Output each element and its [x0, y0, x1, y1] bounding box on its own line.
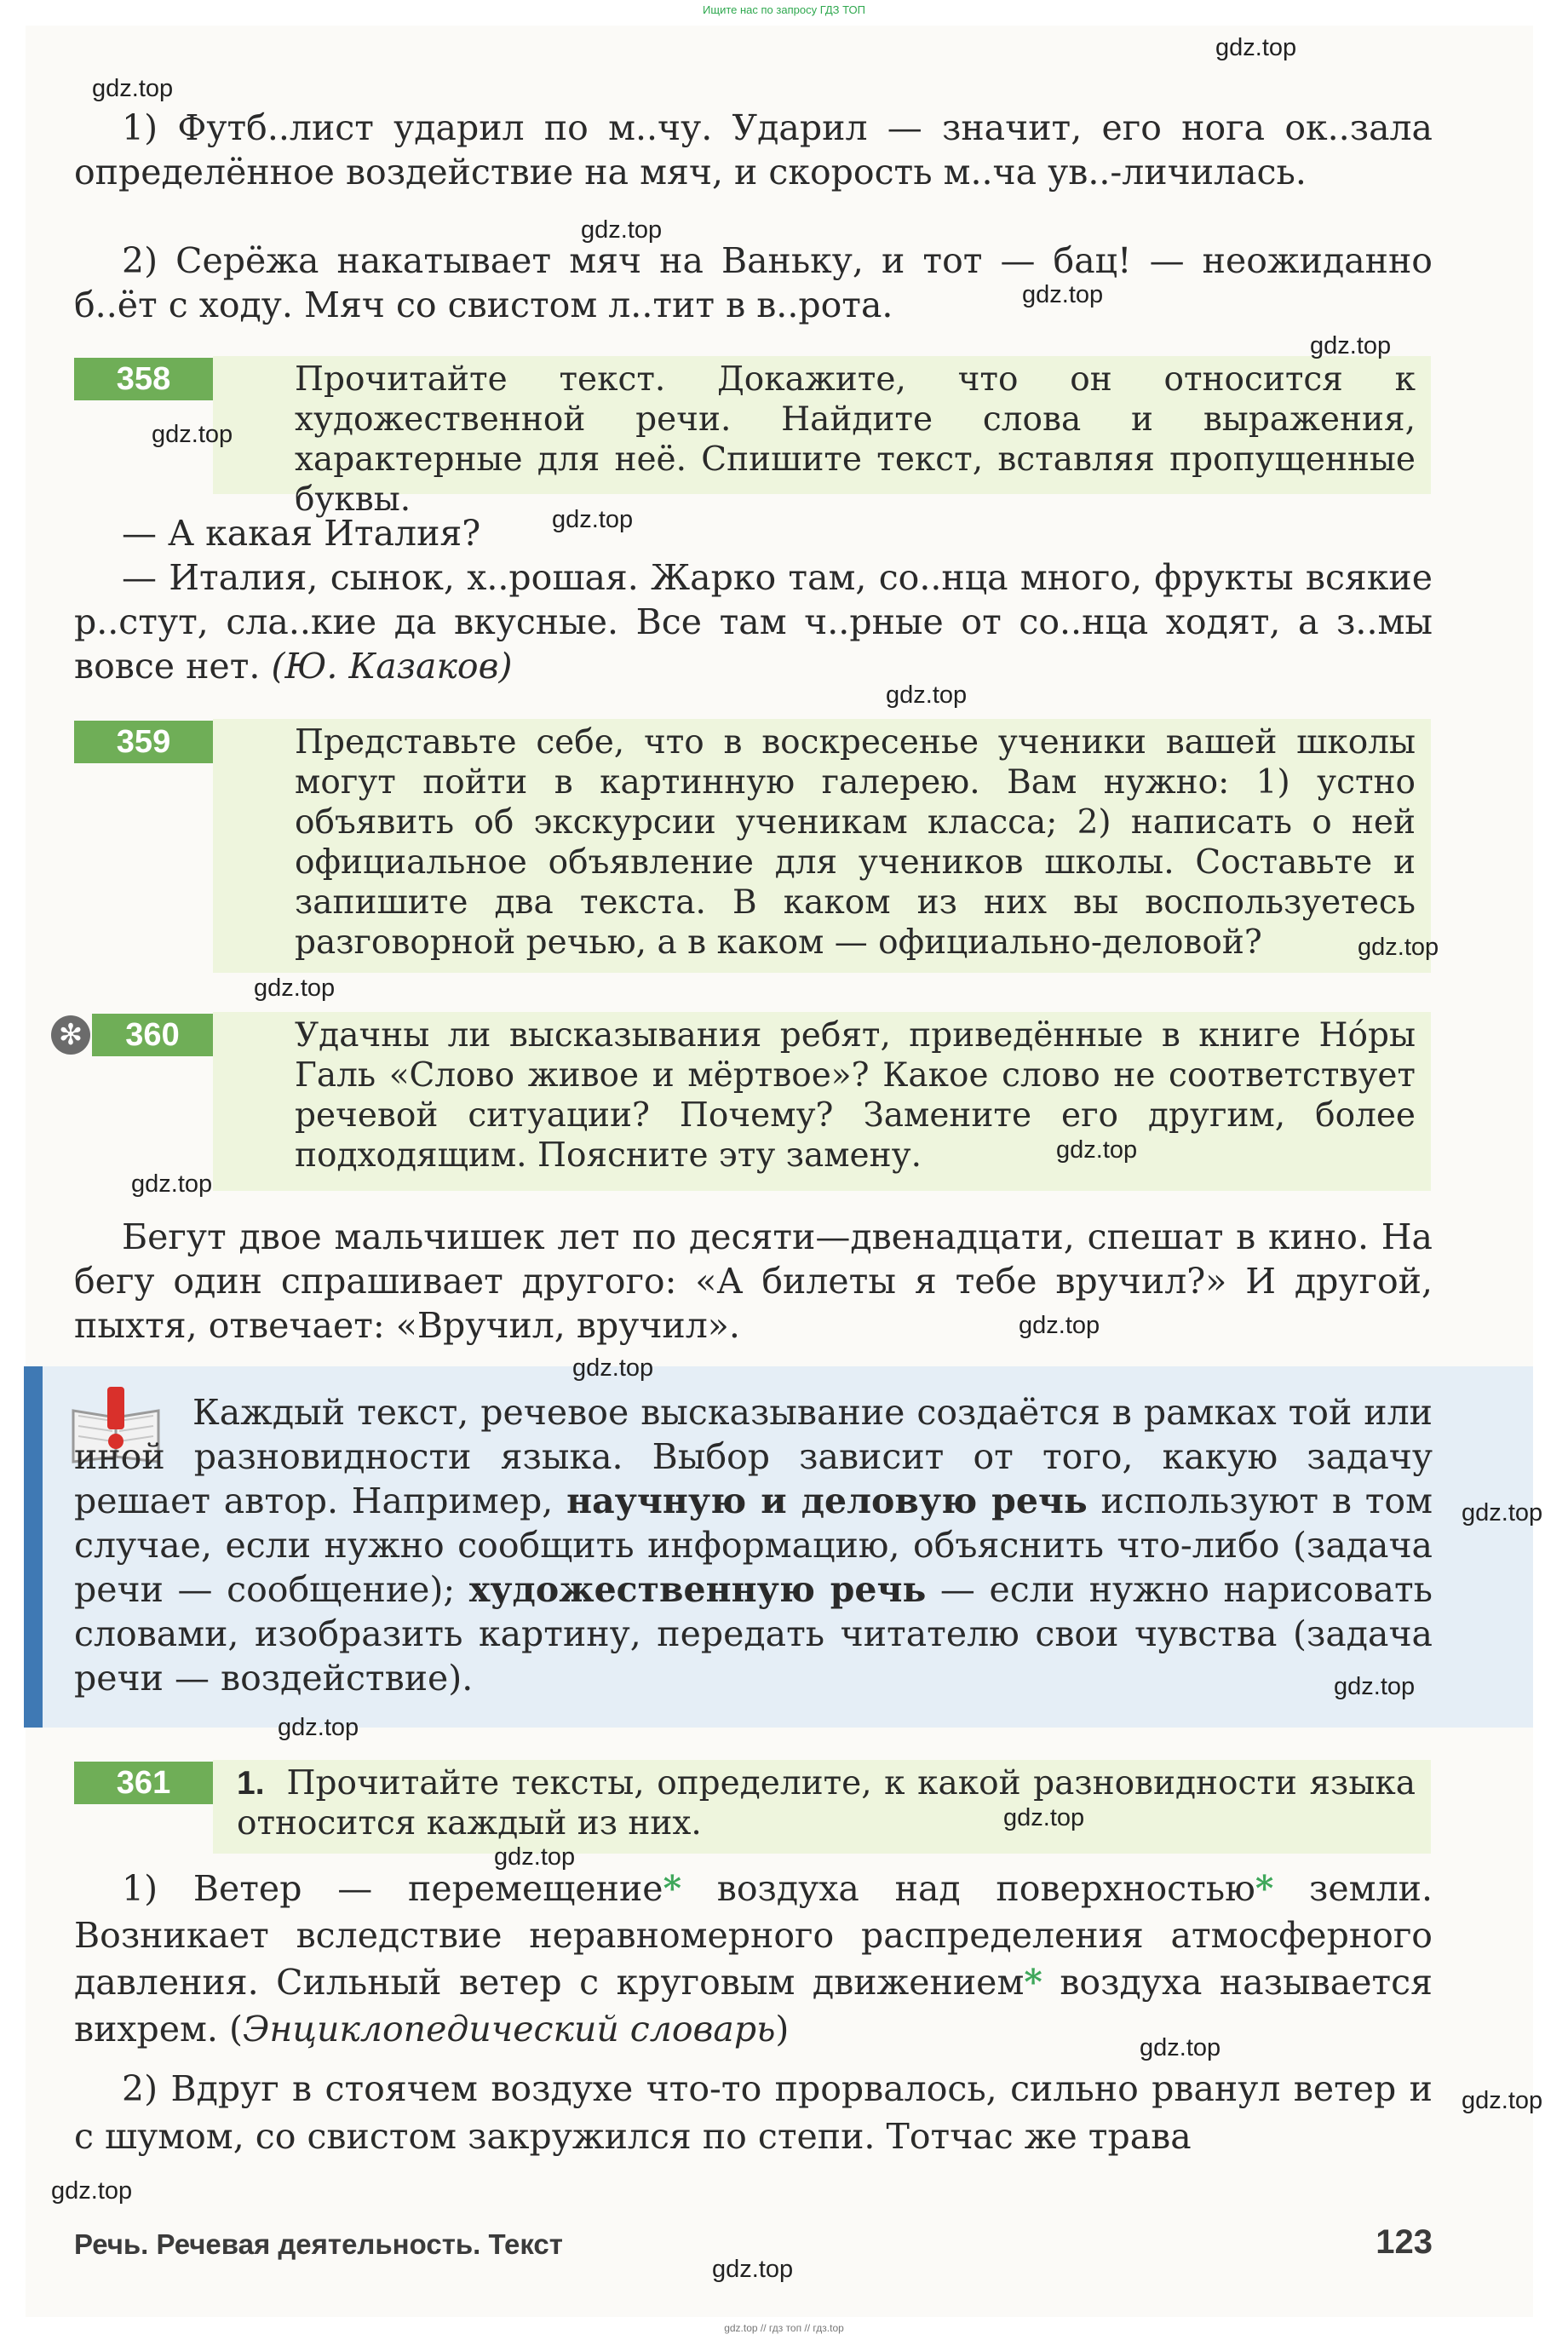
- dialogue-line-2-text: — Италия, сынок, х..рошая. Жарко там, со..нца много, фрукты всякие р..стут, сла..кие да вкусные. Все там ч..рные от со..нца ходят, а з..мы вовсе нет.: [74, 557, 1433, 687]
- text-1-source: Энциклопедический словарь: [243, 2009, 776, 2050]
- exercise-361-number: 361: [74, 1762, 213, 1804]
- asterisk-mark: *: [663, 1868, 682, 1909]
- rule-part-2: используют в том случае, если нужно сообщить информацию, объяснить что-либо (задача речи — сообщение);: [74, 1480, 1433, 1610]
- top-note: Ищите нас по запросу ГДЗ ТОП: [703, 3, 865, 16]
- exercise-360-task: Удачны ли высказывания ребят, приведённые в книге Но́ры Галь «Слово живое и мёртвое»? Какое слово не соответствует речевой ситуации? Почему? Замените его другим, более подходящим. Поясните эту замену.: [213, 1012, 1431, 1191]
- rule-bold-artistic: художественную речь: [468, 1569, 927, 1610]
- exercise-361-task-text: Прочитайте тексты, определите, к какой разновидности языка относится каждый из них.: [237, 1764, 1416, 1843]
- watermark: gdz.top: [92, 75, 174, 102]
- rule-sidebar: [24, 1366, 43, 1728]
- exercise-359-number: 359: [74, 721, 213, 763]
- text-2: 2) Вдруг в стоячем воздухе что-то прорвалось, сильно рванул ветер и с шумом, со свистом закружился по степи. Тотчас же трава: [74, 2068, 1433, 2157]
- exercise-358-number: 358: [74, 358, 213, 400]
- rule-part-1: Каждый текст, речевое высказывание создаётся в рамках той или иной разновидности языка. Выбор зависит от того, какую задачу решает автор. Например,: [74, 1392, 1433, 1521]
- watermark: gdz.top: [1140, 2034, 1221, 2061]
- exercise-359-task: Представьте себе, что в воскресенье ученики вашей школы могут пойти в картинную галерею. Вам нужно: 1) устно объявить об экскурсии ученикам класса; 2) написать о ней официальное объявление для учеников школы. Составьте и запишите два текста. В каком из них вы воспользуетесь разговорной речью, а в каком — официально-деловой?: [213, 719, 1431, 973]
- watermark: gdz.top: [552, 506, 634, 533]
- author-credit: (Ю. Казаков): [271, 646, 513, 687]
- text-1-part-a: 1) Ветер — перемещение: [122, 1868, 663, 1909]
- asterisk-mark: *: [1024, 1962, 1042, 2003]
- text-1-part-c: земли. Возникает вследствие неравномерного распределения атмосферного давления. Сильный ветер с круговым движением: [74, 1868, 1433, 2003]
- watermark: gdz.top: [1022, 281, 1104, 308]
- bottom-note: gdz.top // гдз топ // гдз.top: [724, 2322, 844, 2334]
- watermark: gdz.top: [1215, 34, 1297, 61]
- watermark: gdz.top: [1358, 934, 1439, 961]
- text-1-part-b: воздуха над поверхностью: [681, 1868, 1255, 1909]
- watermark: gdz.top: [1019, 1312, 1100, 1339]
- watermark: gdz.top: [572, 1354, 654, 1382]
- page-number: 123: [1376, 2223, 1433, 2261]
- rule-part-3: — если нужно нарисовать словами, изобразить картину, передать читателю свои чувства (задача речи — воздействие).: [74, 1569, 1433, 1699]
- watermark: gdz.top: [1462, 1499, 1543, 1526]
- section-title: Речь. Речевая деятельность. Текст: [74, 2228, 563, 2260]
- intro-paragraph-2: 2) Серёжа накатывает мяч на Ваньку, и тот — бац! — неожиданно б..ёт с ходу. Мяч со свистом л..тит в в..рота.: [74, 240, 1433, 325]
- watermark: gdz.top: [254, 975, 336, 1002]
- watermark: gdz.top: [886, 681, 968, 709]
- watermark: gdz.top: [1334, 1673, 1416, 1700]
- rule-text: [74, 1390, 1433, 1700]
- asterisk-mark: *: [1255, 1868, 1274, 1909]
- watermark: gdz.top: [152, 421, 233, 448]
- watermark: gdz.top: [1310, 332, 1392, 359]
- text-1-part-e: ): [775, 2009, 790, 2050]
- exercise-358-task: Прочитайте текст. Докажите, что он относится к художественной речи. Найдите слова и выражения, характерные для неё. Спишите текст, вставляя пропущенные буквы.: [213, 356, 1431, 494]
- text-1-part-d: воздуха называется вихрем. (: [74, 1962, 1433, 2050]
- asterisk-badge-icon: ✻: [51, 1015, 90, 1055]
- exercise-361-task: [213, 1760, 1431, 1854]
- dialogue-line-1: — А какая Италия?: [122, 513, 481, 554]
- exercise-360-text: Бегут двое мальчишек лет по десяти—двенадцати, спешат в кино. На бегу один спрашивает другого: «А билеты я тебе вручил?» И другой, пыхтя, отвечает: «Вручил, вручил».: [74, 1216, 1433, 1346]
- watermark: gdz.top: [494, 1843, 576, 1871]
- watermark: gdz.top: [581, 216, 663, 244]
- watermark: gdz.top: [131, 1170, 213, 1198]
- dialogue-line-2: [74, 555, 1433, 688]
- intro-paragraph-1: 1) Футб..лист ударил по м..чу. Ударил — значит, его нога ок..зала определённое воздействие на мяч, и скорость м..ча ув..-личилась.: [74, 107, 1433, 193]
- text-1: [74, 1866, 1433, 2053]
- watermark: gdz.top: [1462, 2087, 1543, 2114]
- exercise-360-number: 360: [92, 1014, 213, 1056]
- rule-bold-scientific: научную и деловую речь: [566, 1480, 1088, 1521]
- watermark: gdz.top: [712, 2256, 794, 2283]
- watermark: gdz.top: [278, 1714, 359, 1741]
- exercise-361-subnumber: 1.: [237, 1765, 265, 1802]
- watermark: gdz.top: [1003, 1804, 1085, 1831]
- watermark: gdz.top: [51, 2177, 133, 2205]
- watermark: gdz.top: [1056, 1136, 1138, 1164]
